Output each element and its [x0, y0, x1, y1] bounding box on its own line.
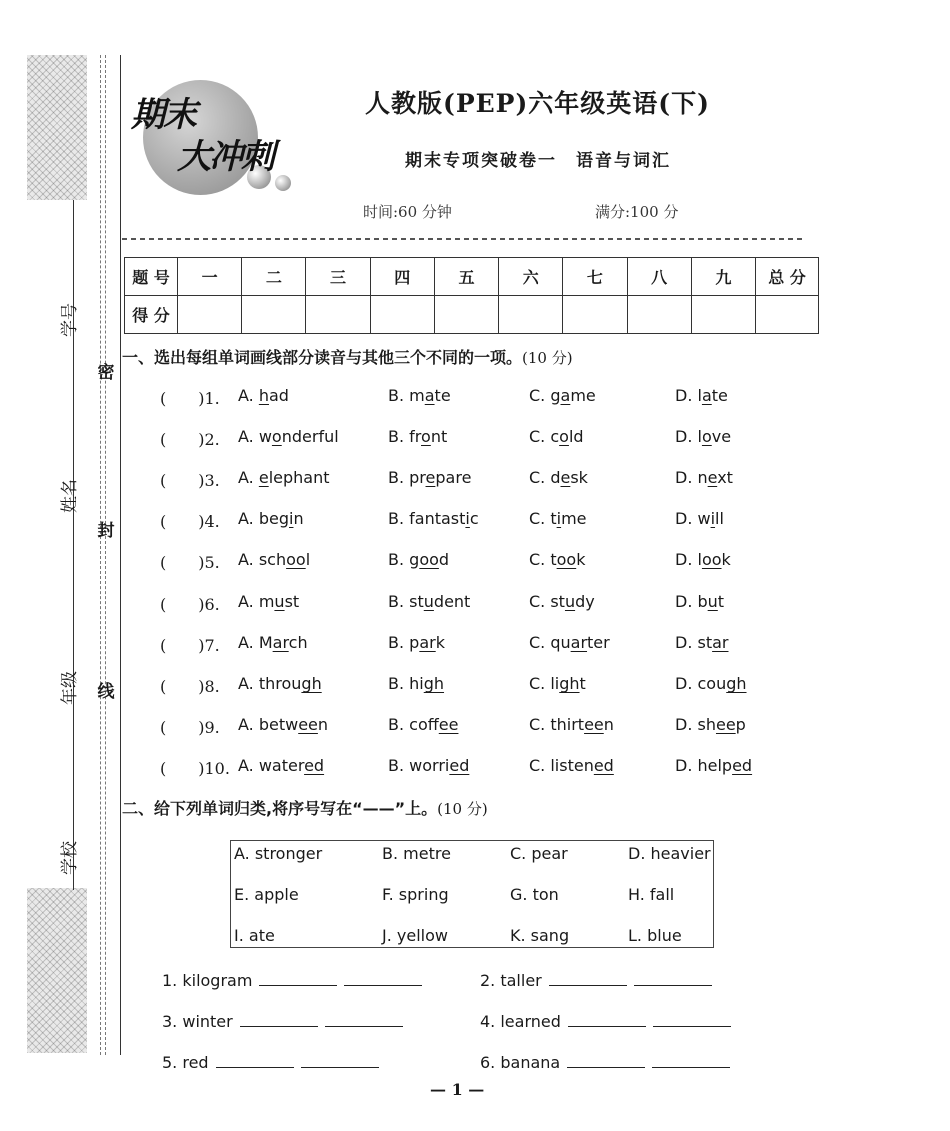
option-d[interactable]	[675, 386, 728, 405]
option-a[interactable]	[238, 550, 310, 569]
option-text: t	[717, 592, 725, 611]
option-text: ter	[587, 633, 610, 652]
option-text: c	[469, 509, 479, 528]
option-text: A. beg	[238, 509, 289, 528]
fill-item-5	[162, 1053, 379, 1072]
option-d[interactable]	[675, 715, 746, 734]
question-number: ( )8.	[160, 677, 220, 696]
underlined-letters: ed	[449, 756, 470, 775]
option-text: C. li	[529, 674, 560, 693]
option-text: B. coff	[388, 715, 439, 734]
option-d[interactable]	[675, 592, 724, 611]
option-a[interactable]	[238, 674, 322, 693]
word-item: E. apple	[234, 885, 299, 904]
underlined-letters: oo	[556, 550, 577, 569]
answer-blank[interactable]	[567, 1053, 645, 1068]
option-d[interactable]	[675, 550, 731, 569]
option-b[interactable]	[388, 633, 445, 652]
question-number: ( )6.	[160, 595, 220, 614]
score-input-cell[interactable]	[178, 296, 242, 334]
answer-blank[interactable]	[259, 971, 337, 986]
option-a[interactable]	[238, 756, 324, 775]
underlined-letters: u	[274, 592, 285, 611]
option-text: A. m	[238, 592, 275, 611]
option-text: dy	[575, 592, 595, 611]
name-label: 姓名	[60, 479, 80, 513]
option-text: D. w	[675, 509, 711, 528]
option-text: te	[711, 386, 728, 405]
exam-logo	[125, 75, 305, 200]
option-text: n	[293, 509, 304, 528]
option-text: d	[438, 550, 450, 569]
word-item: I. ate	[234, 926, 275, 945]
option-text: A. throu	[238, 674, 302, 693]
option-c[interactable]	[529, 386, 596, 405]
score-table-score-row	[125, 296, 819, 334]
underlined-letters: e	[425, 468, 436, 487]
logo-ball-small	[275, 175, 291, 191]
underlined-letters: a	[424, 386, 435, 405]
option-c[interactable]	[529, 592, 595, 611]
question-number: ( )2.	[160, 430, 220, 449]
underlined-letters: oo	[286, 550, 306, 569]
option-text: st	[284, 592, 300, 611]
word-item: H. fall	[628, 885, 675, 904]
underlined-letters: oo	[701, 550, 722, 569]
option-text: D. l	[675, 550, 702, 569]
score-table-cell: 三	[306, 258, 370, 296]
underlined-letters: ar	[419, 633, 436, 652]
score-table-header-row	[125, 258, 819, 296]
option-b[interactable]	[388, 756, 469, 775]
score-table	[124, 257, 819, 334]
option-text: xt	[717, 468, 733, 487]
school-label: 学校	[60, 841, 80, 875]
option-text: n	[603, 715, 614, 734]
option-text: D. l	[675, 427, 702, 446]
binding-pattern-bottom	[27, 888, 87, 1053]
option-a[interactable]	[238, 633, 308, 652]
answer-blank[interactable]	[344, 971, 422, 986]
seal-char-mi: 密	[97, 363, 115, 383]
option-b[interactable]	[388, 468, 471, 487]
word-item: B. metre	[382, 844, 451, 863]
option-text: B. fantast	[388, 509, 466, 528]
option-text: k	[435, 633, 445, 652]
score-input-cell[interactable]	[499, 296, 563, 334]
option-text: pare	[435, 468, 472, 487]
underlined-letters: ee	[584, 715, 604, 734]
option-text: nderful	[281, 427, 339, 446]
underlined-letters: gh	[423, 674, 445, 693]
option-d[interactable]	[675, 756, 752, 775]
underlined-letters: e	[707, 468, 718, 487]
score-table-cell: 六	[499, 258, 563, 296]
fill-word: 2. taller	[480, 971, 542, 990]
score-table-cell: 九	[691, 258, 755, 296]
underlined-letters: ed	[593, 756, 614, 775]
underlined-letters: h	[258, 386, 269, 405]
option-text: k	[576, 550, 586, 569]
underlined-letters: oo	[419, 550, 439, 569]
option-a[interactable]	[238, 592, 299, 611]
answer-blank[interactable]	[652, 1053, 730, 1068]
fill-item-4	[480, 1012, 731, 1031]
option-text: l	[305, 550, 311, 569]
option-text: ch	[288, 633, 308, 652]
option-text: B. hi	[388, 674, 424, 693]
fill-item-2	[480, 971, 712, 990]
option-text: n	[317, 715, 329, 734]
grade-label: 年级	[60, 671, 80, 705]
word-item: K. sang	[510, 926, 570, 945]
page-number: — 1 —	[430, 1080, 485, 1099]
logo-text-line1: 期末	[131, 95, 195, 135]
option-text: sk	[570, 468, 588, 487]
option-b[interactable]	[388, 509, 479, 528]
option-b[interactable]	[388, 427, 447, 446]
option-b[interactable]	[388, 674, 444, 693]
page-title: 人教版(PEP)六年级英语(下)	[365, 89, 710, 118]
option-text: D. cou	[675, 674, 727, 693]
score-input-cell[interactable]	[434, 296, 498, 334]
student-number-label: 学号	[60, 303, 80, 337]
option-text: nt	[430, 427, 448, 446]
underlined-letters: o	[559, 427, 569, 446]
score-input-cell[interactable]	[756, 296, 819, 334]
option-text: A. sch	[238, 550, 287, 569]
option-text: me	[570, 386, 596, 405]
underlined-letters: u	[707, 592, 718, 611]
option-text: A. water	[238, 756, 305, 775]
fill-word: 3. winter	[162, 1012, 233, 1031]
underlined-letters: o	[421, 427, 431, 446]
question-number: ( )9.	[160, 718, 220, 737]
underlined-letters: i	[556, 509, 562, 528]
underlined-letters: ed	[304, 756, 325, 775]
question-number: ( )5.	[160, 553, 220, 572]
fill-item-3	[162, 1012, 403, 1031]
section-1-points: (10 分)	[522, 349, 573, 367]
score-input-cell[interactable]	[563, 296, 627, 334]
answer-blank[interactable]	[301, 1053, 379, 1068]
option-text: ve	[711, 427, 732, 446]
option-b[interactable]	[388, 592, 470, 611]
option-text: k	[721, 550, 731, 569]
option-text: B. worri	[388, 756, 450, 775]
option-a[interactable]	[238, 715, 328, 734]
option-d[interactable]	[675, 468, 733, 487]
option-text: B. fr	[388, 427, 422, 446]
seal-char-xian: 线	[97, 682, 115, 702]
underlined-letters: a	[560, 386, 571, 405]
fill-word: 5. red	[162, 1053, 209, 1072]
option-text: D. st	[675, 633, 713, 652]
score-input-cell[interactable]	[370, 296, 434, 334]
score-input-cell[interactable]	[691, 296, 755, 334]
underlined-letters: ar	[272, 633, 289, 652]
option-text: A. betw	[238, 715, 299, 734]
binding-dashed-line-2	[105, 55, 106, 1055]
option-text: C. c	[529, 427, 560, 446]
option-text: d	[278, 386, 289, 405]
option-text: lephant	[268, 468, 330, 487]
option-text: B. g	[388, 550, 420, 569]
option-d[interactable]	[675, 427, 731, 446]
option-text: B. p	[388, 633, 420, 652]
option-text: C. g	[529, 386, 561, 405]
score-table-cell: 八	[627, 258, 691, 296]
option-text: D. b	[675, 592, 708, 611]
question-number: ( )7.	[160, 636, 220, 655]
binding-dashed-line-1	[100, 55, 101, 1055]
option-text: ld	[568, 427, 584, 446]
answer-blank[interactable]	[240, 1012, 318, 1027]
option-text: ll	[715, 509, 724, 528]
option-c[interactable]	[529, 509, 587, 528]
answer-blank[interactable]	[216, 1053, 294, 1068]
section-1-instruction: 一、选出每组单词画线部分读音与其他三个不同的一项。	[122, 348, 523, 367]
option-text: B. pr	[388, 468, 426, 487]
underlined-letters: ar	[570, 633, 588, 652]
option-c[interactable]	[529, 715, 614, 734]
page-subtitle: 期末专项突破卷一 语音与词汇	[405, 151, 671, 171]
answer-blank[interactable]	[634, 971, 712, 986]
score-table-cell: 一	[178, 258, 242, 296]
underlined-letters: i	[465, 509, 470, 528]
section-1-title	[122, 345, 573, 368]
underlined-letters: e	[258, 468, 269, 487]
option-text: t	[579, 674, 586, 693]
option-text: B. m	[388, 386, 425, 405]
section-2-instruction: 二、给下列单词归类,将序号写在“——”上。	[122, 799, 438, 818]
option-c[interactable]	[529, 756, 614, 775]
option-text: D. sh	[675, 715, 716, 734]
underlined-letters: o	[701, 427, 712, 446]
word-item: J. yellow	[382, 926, 448, 945]
word-box	[230, 840, 714, 948]
question-number: ( )4.	[160, 512, 220, 531]
fill-item-6	[480, 1053, 730, 1072]
exam-time: 时间:60 分钟	[363, 203, 452, 221]
option-text: A. M	[238, 633, 273, 652]
question-number: ( )10.	[160, 759, 230, 778]
option-a[interactable]	[238, 509, 304, 528]
word-item: F. spring	[382, 885, 449, 904]
option-d[interactable]	[675, 633, 729, 652]
underlined-letters: e	[560, 468, 571, 487]
underlined-letters: u	[564, 592, 576, 611]
word-item: A. stronger	[234, 844, 323, 863]
score-input-cell[interactable]	[627, 296, 691, 334]
underlined-letters: u	[423, 592, 434, 611]
word-item: C. pear	[510, 844, 568, 863]
option-text: A. w	[238, 427, 272, 446]
answer-blank[interactable]	[325, 1012, 403, 1027]
underlined-letters: i	[289, 509, 294, 528]
fill-item-1	[162, 971, 422, 990]
exam-full-score: 满分:100 分	[595, 203, 679, 221]
option-a[interactable]	[238, 468, 330, 487]
fill-word: 6. banana	[480, 1053, 561, 1072]
answer-blank[interactable]	[653, 1012, 731, 1027]
score-table-cell: 七	[563, 258, 627, 296]
option-text: te	[434, 386, 451, 405]
underlined-letters: gh	[301, 674, 322, 693]
option-b[interactable]	[388, 715, 458, 734]
option-c[interactable]	[529, 468, 588, 487]
option-text: D. n	[675, 468, 708, 487]
section-2-title	[122, 796, 488, 819]
underlined-letters: gh	[726, 674, 747, 693]
option-a[interactable]	[238, 386, 289, 405]
underlined-letters: ed	[732, 756, 753, 775]
option-a[interactable]	[238, 427, 339, 446]
underlined-letters: gh	[559, 674, 580, 693]
fill-word: 4. learned	[480, 1012, 561, 1031]
score-table-cell: 二	[242, 258, 306, 296]
score-input-cell[interactable]	[242, 296, 306, 334]
underlined-letters: a	[701, 386, 712, 405]
option-text: B. st	[388, 592, 424, 611]
score-table-cell: 五	[434, 258, 498, 296]
question-number: ( )3.	[160, 471, 220, 490]
option-text: C. st	[529, 592, 565, 611]
underlined-letters: i	[710, 509, 716, 528]
option-text: C. thirt	[529, 715, 585, 734]
page-border-line	[120, 55, 121, 1055]
option-text: A.	[238, 386, 259, 405]
binding-pattern-top	[27, 55, 87, 200]
option-d[interactable]	[675, 674, 747, 693]
option-b[interactable]	[388, 386, 451, 405]
option-c[interactable]	[529, 633, 610, 652]
option-text: C. t	[529, 509, 557, 528]
option-d[interactable]	[675, 509, 724, 528]
answer-blank[interactable]	[568, 1012, 646, 1027]
seal-char-feng: 封	[97, 521, 115, 541]
underlined-letters: ar	[712, 633, 729, 652]
option-c[interactable]	[529, 674, 586, 693]
underlined-letters: ee	[298, 715, 318, 734]
logo-text-line2: 大冲刺	[177, 137, 273, 177]
header-divider	[122, 238, 802, 240]
score-input-cell[interactable]	[306, 296, 370, 334]
option-c[interactable]	[529, 550, 585, 569]
option-c[interactable]	[529, 427, 584, 446]
option-text: C. t	[529, 550, 557, 569]
word-item: L. blue	[628, 926, 682, 945]
option-text: C. d	[529, 468, 561, 487]
option-text: p	[735, 715, 746, 734]
underlined-letters: o	[271, 427, 282, 446]
option-text: a	[268, 386, 279, 405]
option-b[interactable]	[388, 550, 449, 569]
option-text: C. qu	[529, 633, 571, 652]
underlined-letters: ee	[715, 715, 736, 734]
section-2-points: (10 分)	[437, 800, 488, 818]
option-text: dent	[433, 592, 471, 611]
question-number: ( )1.	[160, 389, 220, 408]
answer-blank[interactable]	[549, 971, 627, 986]
underlined-letters: ee	[438, 715, 459, 734]
word-item: G. ton	[510, 885, 559, 904]
option-text: D. l	[675, 386, 702, 405]
score-table-cell: 题 号	[125, 258, 178, 296]
score-table-cell: 总 分	[756, 258, 819, 296]
option-text: A.	[238, 468, 259, 487]
fill-word: 1. kilogram	[162, 971, 253, 990]
option-text: me	[561, 509, 587, 528]
score-table-cell: 得 分	[125, 296, 178, 334]
word-item: D. heavier	[628, 844, 711, 863]
score-table-cell: 四	[370, 258, 434, 296]
option-text: D. help	[675, 756, 733, 775]
option-text: C. listen	[529, 756, 594, 775]
